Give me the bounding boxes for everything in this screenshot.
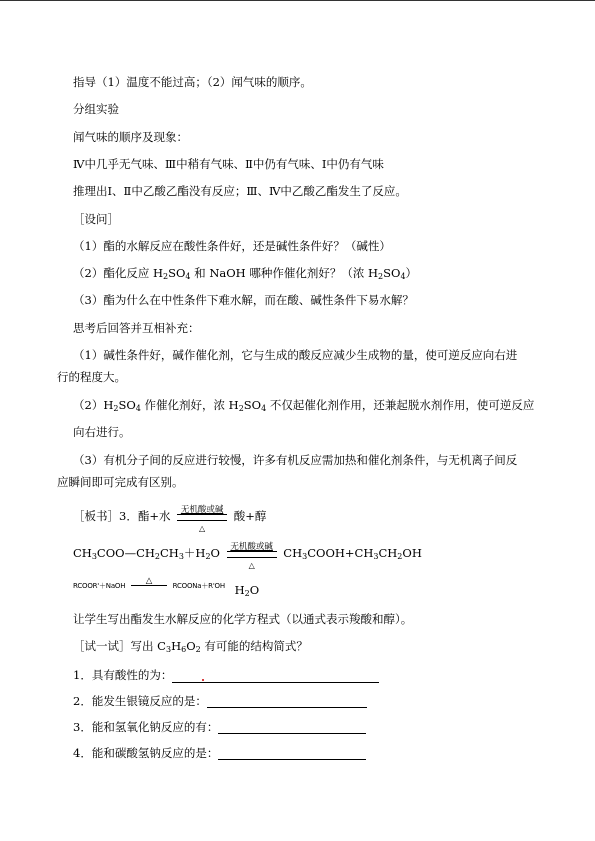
question-heading: ［设问］ (73, 212, 119, 226)
trial-heading: ［试一试］写出 $C_3H_6O_2$ 有可能的结构简式？ (73, 639, 308, 654)
answer-3-line-1: （3）有机分子间的反应进行较慢，许多有机反应需加热和催化剂条件，与无机离子间反 (73, 453, 518, 467)
answer-blank[interactable] (207, 695, 367, 708)
reversible-arrow: 无机酸或碱 △ (227, 551, 277, 558)
answer-blank[interactable] (218, 747, 366, 760)
task-line: 让学生写出酯发生水解反应的化学方程式（以通式表示羧酸和醇）。 (73, 612, 413, 626)
discussion-heading: 思考后回答并互相补充： (73, 321, 200, 335)
ethyl-acetate-equation: $CH_3COO—CH_2CH_3+H_2O$ 无机酸或碱 △ $CH_3COOH+CH_3CH_2OH$ (73, 541, 422, 570)
answer-2-line-2: 向右进行。 (73, 425, 131, 439)
question-3: （3）酯为什么在中性条件下难水解，而在酸、碱性条件下易水解？ (73, 293, 414, 307)
inference-line: 推理出Ⅰ、Ⅱ中乙酸乙酯没有反应；Ⅲ、Ⅳ中乙酸乙酯发生了反应。 (73, 184, 407, 198)
general-ester-equation: RCOOR'＋NaOH △ RCOONa＋R'OH $H_2O$ (73, 575, 260, 598)
group-experiment-heading: 分组实验 (73, 102, 119, 116)
board-equation: ［板书］3．酯+水 无机酸或碱 △ 酸+醇 (73, 504, 267, 533)
item-acidic: 1．具有酸性的为： (73, 667, 379, 683)
guidance-line: 指导（1）温度不能过高；（2）闻气味的顺序。 (73, 75, 312, 89)
smell-observation-line: Ⅳ中几乎无气味、Ⅲ中稍有气味、Ⅱ中仍有气味、Ⅰ中仍有气味 (73, 157, 384, 171)
item-naoh: 3．能和氢氧化钠反应的有： (73, 719, 366, 735)
item-silver-mirror: 2．能发生银镜反应的是： (73, 693, 367, 709)
smell-order-heading: 闻气味的顺序及现象： (73, 130, 188, 144)
question-2: （2）酯化反应 $H_2SO_4$ 和 NaOH 哪种作催化剂好？（浓 $H_2SO_4$） (73, 266, 418, 281)
answer-3-line-2: 应瞬间即可完成有区别。 (57, 475, 184, 489)
page-top-rule (0, 0, 595, 1)
water-product: $H_2O$ (234, 583, 260, 598)
answer-1-line-1: （1）碱性条件好，碱作催化剂，它与生成的酸反应减少生成物的量，使可逆反应向右进 (73, 348, 518, 362)
heat-arrow: △ (131, 585, 167, 586)
question-1: （1）酯的水解反应在酸性条件好，还是碱性条件好？（碱性） (73, 239, 391, 253)
answer-blank[interactable] (218, 721, 366, 734)
answer-blank[interactable] (172, 670, 379, 683)
reversible-arrow: 无机酸或碱 △ (177, 514, 227, 521)
item-nahco3: 4．能和碳酸氢钠反应的是： (73, 745, 366, 761)
answer-1-line-2: 行的程度大。 (57, 370, 126, 384)
answer-2-line-1: $(2)H_2SO_4$ 作催化剂好，浓 $H_2SO_4$ 不仅起催化剂作用，还兼起脱水剂作用，使可逆反应 (73, 398, 535, 413)
